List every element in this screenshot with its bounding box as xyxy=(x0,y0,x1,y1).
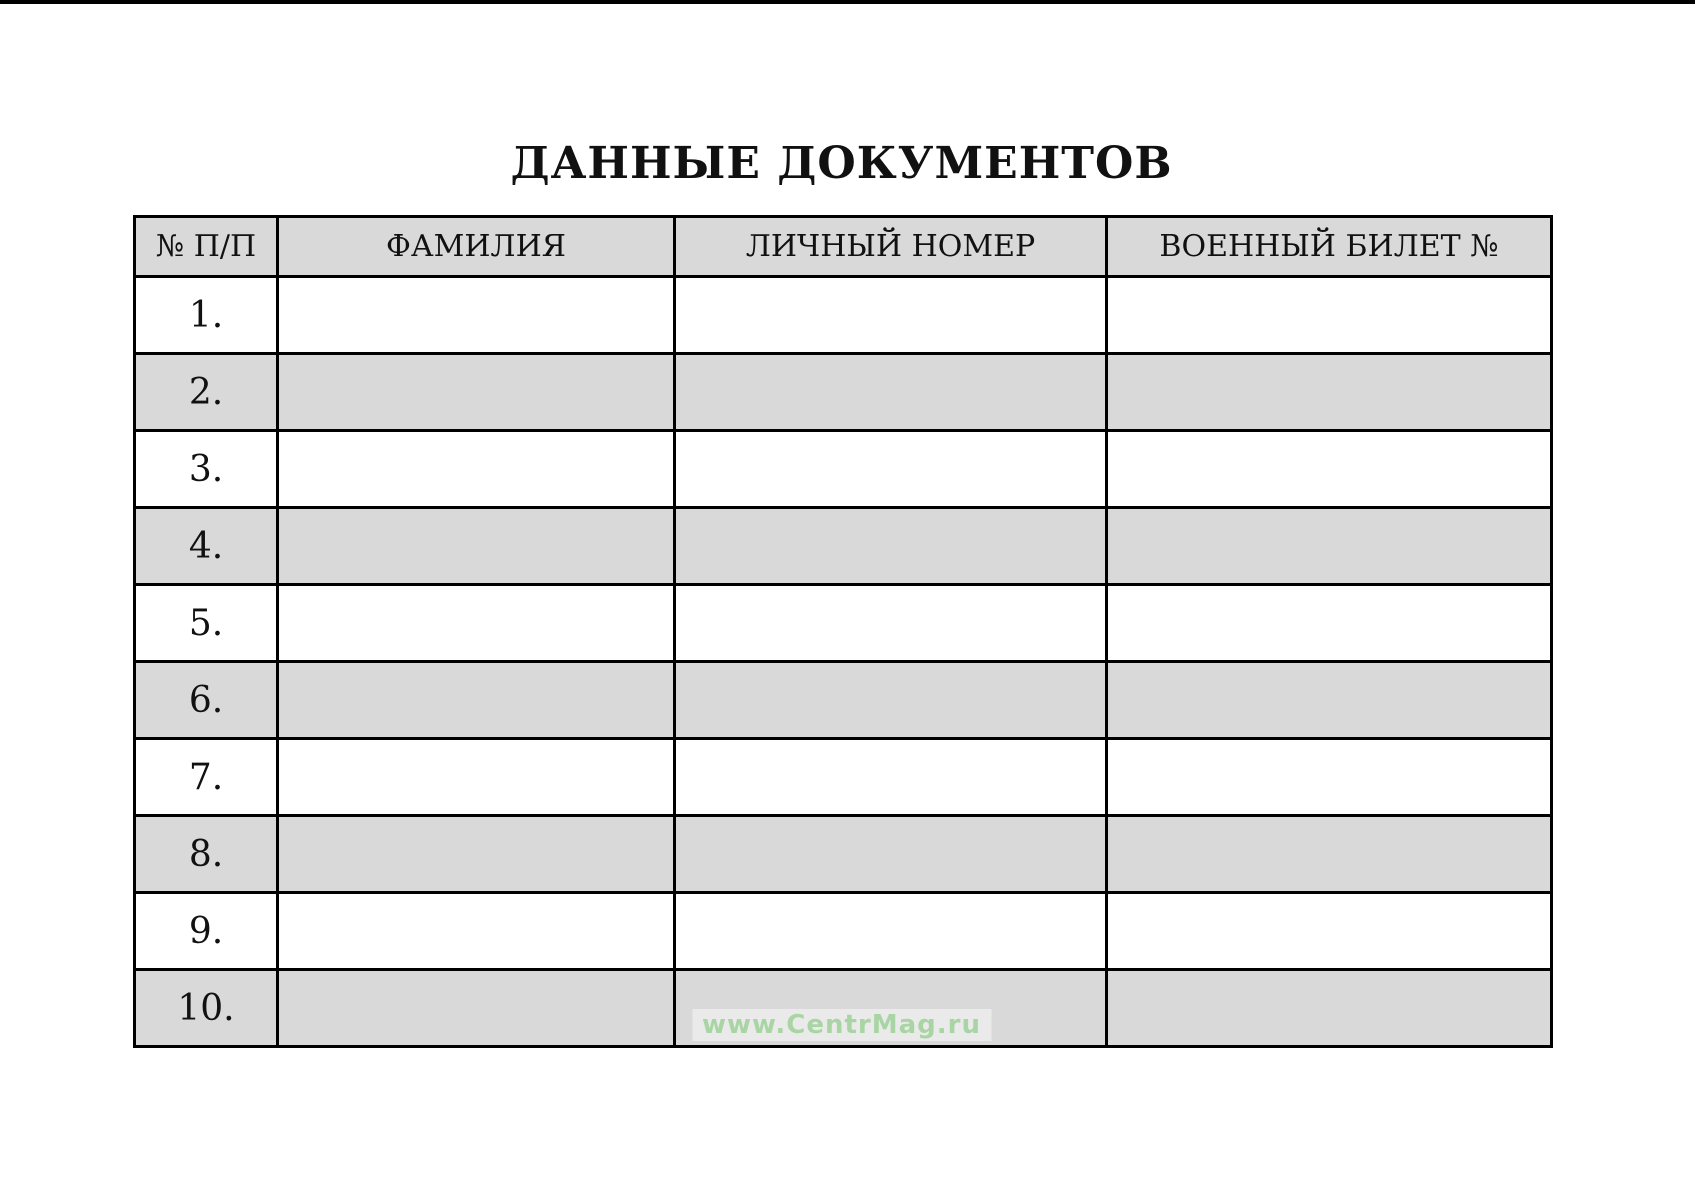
personal-number-cell xyxy=(675,662,1107,739)
row-number-cell: 1. xyxy=(135,277,278,354)
table-row xyxy=(135,893,1552,970)
centrmag-watermark: www.CentrMag.ru xyxy=(692,1009,991,1041)
row-number-cell: 7. xyxy=(135,739,278,816)
personal-number-cell xyxy=(675,739,1107,816)
personal-number-cell xyxy=(675,277,1107,354)
surname-cell xyxy=(278,508,675,585)
header-num: № П/П xyxy=(135,217,278,277)
military-id-cell xyxy=(1107,585,1552,662)
row-number-cell: 10. xyxy=(135,970,278,1047)
row-number-cell: 6. xyxy=(135,662,278,739)
military-id-cell xyxy=(1107,277,1552,354)
military-id-cell xyxy=(1107,354,1552,431)
table-row xyxy=(135,662,1552,739)
personal-number-cell xyxy=(675,816,1107,893)
header-personal-number: ЛИЧНЫЙ НОМЕР xyxy=(675,217,1107,277)
personal-number-cell xyxy=(675,893,1107,970)
surname-cell xyxy=(278,277,675,354)
surname-cell xyxy=(278,970,675,1047)
page-title: ДАННЫЕ ДОКУМЕНТОВ xyxy=(510,138,1173,189)
table-row xyxy=(135,431,1552,508)
documents-table-wrap xyxy=(133,215,1550,1045)
personal-number-cell xyxy=(675,354,1107,431)
surname-cell xyxy=(278,893,675,970)
header-military-id: ВОЕННЫЙ БИЛЕТ № xyxy=(1107,217,1552,277)
table-row xyxy=(135,277,1552,354)
table-row xyxy=(135,816,1552,893)
military-id-cell xyxy=(1107,662,1552,739)
surname-cell xyxy=(278,431,675,508)
surname-cell xyxy=(278,816,675,893)
personal-number-cell xyxy=(675,585,1107,662)
row-number-cell: 3. xyxy=(135,431,278,508)
surname-cell xyxy=(278,739,675,816)
surname-cell xyxy=(278,585,675,662)
military-id-cell xyxy=(1107,739,1552,816)
military-id-cell xyxy=(1107,508,1552,585)
personal-number-cell xyxy=(675,431,1107,508)
row-number-cell: 9. xyxy=(135,893,278,970)
documents-table xyxy=(133,215,1553,1048)
row-number-cell: 2. xyxy=(135,354,278,431)
personal-number-cell xyxy=(675,508,1107,585)
table-row xyxy=(135,354,1552,431)
surname-cell xyxy=(278,662,675,739)
row-number-cell: 5. xyxy=(135,585,278,662)
table-row xyxy=(135,585,1552,662)
table-row xyxy=(135,739,1552,816)
military-id-cell xyxy=(1107,970,1552,1047)
row-number-cell: 4. xyxy=(135,508,278,585)
surname-cell xyxy=(278,354,675,431)
military-id-cell xyxy=(1107,816,1552,893)
header-surname: ФАМИЛИЯ xyxy=(278,217,675,277)
row-number-cell: 8. xyxy=(135,816,278,893)
military-id-cell xyxy=(1107,893,1552,970)
page-top-edge-line xyxy=(0,0,1695,4)
header-row xyxy=(135,217,1552,277)
military-id-cell xyxy=(1107,431,1552,508)
table-row xyxy=(135,508,1552,585)
